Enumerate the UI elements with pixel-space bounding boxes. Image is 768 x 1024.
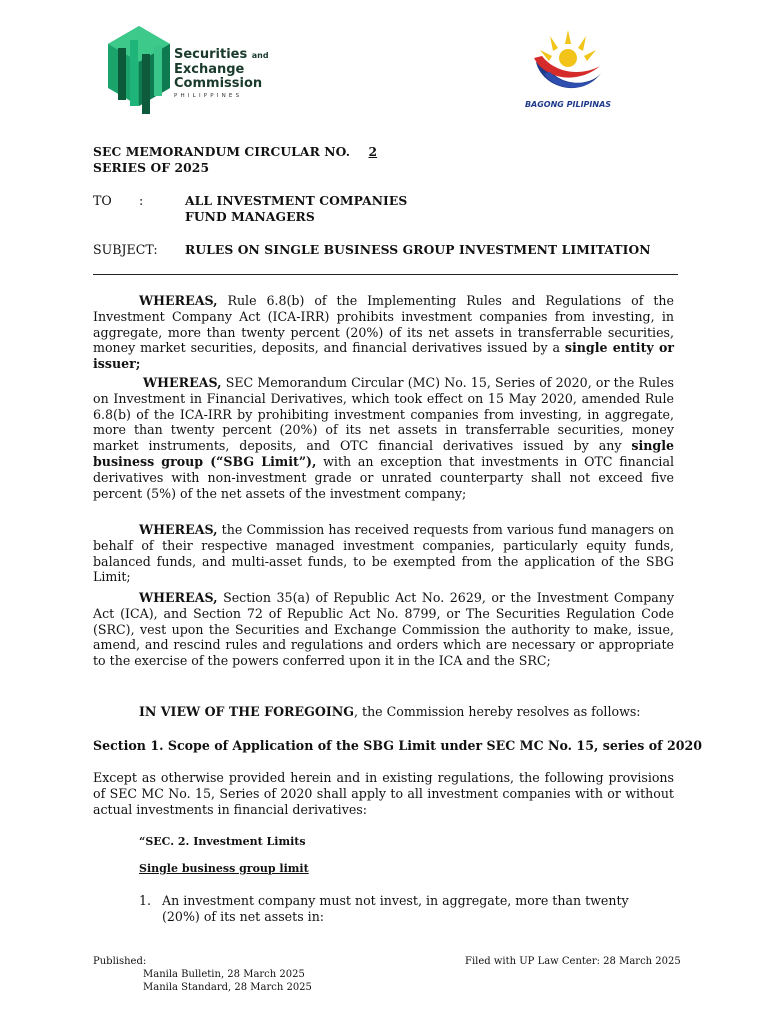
sec-wordmark: [174, 48, 269, 99]
sec-line2: Exchange: [174, 62, 245, 77]
to-line1: ALL INVESTMENT COMPANIES: [185, 193, 408, 208]
item-number: 1.: [139, 893, 152, 908]
whereas-paragraph-2: [93, 375, 674, 501]
sec-line3: Commission: [174, 76, 263, 91]
sec-line1-small: and: [251, 51, 269, 60]
to-label: TO: [93, 193, 112, 208]
filed-with: Filed with UP Law Center: 28 March 2025: [465, 956, 681, 967]
whereas-text: SEC Memorandum Circular (MC) No. 15, Series of 2020, or the Rules on Investment in Financial Derivatives, which took effect on 15 May 2020, amended Rule 6.8(b) of the ICA-IRR by prohibiting investment companies from investing, in aggregate, more than twenty percent (20%) of its net assets in transferrable securities, money market instruments, deposits, and OTC financial derivatives issued by any: [93, 375, 674, 454]
section1-heading: Section 1. Scope of Application of the SBG Limit under SEC MC No. 15, series of 2020: [93, 738, 702, 753]
whereas-text: Section 35(a) of Republic Act No. 2629, or the Investment Company Act (ICA), and Section 72 of Republic Act No. 8799, or The Securities Regulation Code (SRC), vest upon the Securities and Exchange Commission the authority to make, issue, amend, and rescind rules and regulations and orders which are necessary or appropriate to the exercise of the powers conferred upon it in the ICA and the SRC;: [93, 590, 674, 669]
sec-sub: PHILIPPINES: [174, 93, 243, 99]
whereas-lead: WHEREAS,: [143, 375, 222, 390]
whereas-lead: WHEREAS,: [139, 590, 218, 605]
circular-number: 2: [368, 144, 378, 159]
foregoing-lead: IN VIEW OF THE FOREGOING: [139, 704, 354, 719]
item1-line2: (20%) of its net assets in:: [162, 909, 325, 924]
whereas-bold: single entity or issuer;: [93, 340, 674, 372]
whereas-paragraph-3: [93, 522, 674, 585]
item1-line1: An investment company must not invest, in aggregate, more than twenty: [162, 893, 629, 908]
whereas-lead: WHEREAS,: [139, 293, 218, 308]
scope-paragraph: Except as otherwise provided herein and in existing regulations, the following provisions of SEC MC No. 15, Series of 2020 shall apply to all investment companies with or without actual investments in financial derivatives:: [93, 770, 674, 817]
whereas-bold: single business group (“SBG Limit”),: [93, 438, 674, 469]
whereas-paragraph-4: [93, 590, 674, 669]
bagong-pilipinas-emblem-icon: [522, 28, 614, 100]
header-divider: [93, 274, 678, 275]
quote-heading: “SEC. 2. Investment Limits: [139, 835, 306, 848]
published-label: Published:: [93, 956, 147, 967]
whereas-lead: WHEREAS,: [139, 522, 218, 537]
to-colon: :: [139, 193, 144, 208]
whereas-text: Rule 6.8(b) of the Implementing Rules and Regulations of the Investment Company Act (ICA-IRR) prohibits investment companies from investing, in aggregate, more than twenty percent (20%) of its net assets in transferrable securities, money market securities, deposits, and financial derivatives issued by a: [93, 293, 674, 356]
to-line2: FUND MANAGERS: [185, 209, 315, 224]
sec-line1: Securities: [174, 47, 248, 62]
sbg-heading: Single business group limit: [139, 862, 309, 875]
whereas-text-end: with an exception that investments in OTC financial derivatives with non-investment grade or unrated counterparty shall not exceed five percent (5%) of the net assets of the investment company;: [93, 453, 674, 501]
subject-text: RULES ON SINGLE BUSINESS GROUP INVESTMENT LIMITATION: [185, 242, 651, 257]
whereas-text: the Commission has received requests from various fund managers on behalf of their respective managed investment companies, particularly equity funds, balanced funds, and multi-asset funds, to be exempted from the application of the SBG Limit;: [93, 522, 674, 585]
memo-circular-number: [93, 144, 385, 159]
bagong-pilipinas-logo: [522, 28, 614, 112]
sec-emblem-icon: [108, 26, 170, 122]
circular-label: SEC MEMORANDUM CIRCULAR NO.: [93, 144, 355, 159]
subject-label: SUBJECT:: [93, 242, 158, 257]
bagong-pilipinas-caption: BAGONG PILIPINAS: [524, 100, 612, 109]
sec-logo: [108, 26, 273, 122]
foregoing-paragraph: [139, 704, 641, 720]
published-line-2: Manila Standard, 28 March 2025: [143, 982, 312, 993]
published-line-1: Manila Bulletin, 28 March 2025: [143, 969, 305, 980]
whereas-paragraph-1: [93, 293, 674, 372]
foregoing-text: , the Commission hereby resolves as follows:: [354, 704, 641, 719]
memo-series: SERIES OF 2025: [93, 160, 210, 175]
